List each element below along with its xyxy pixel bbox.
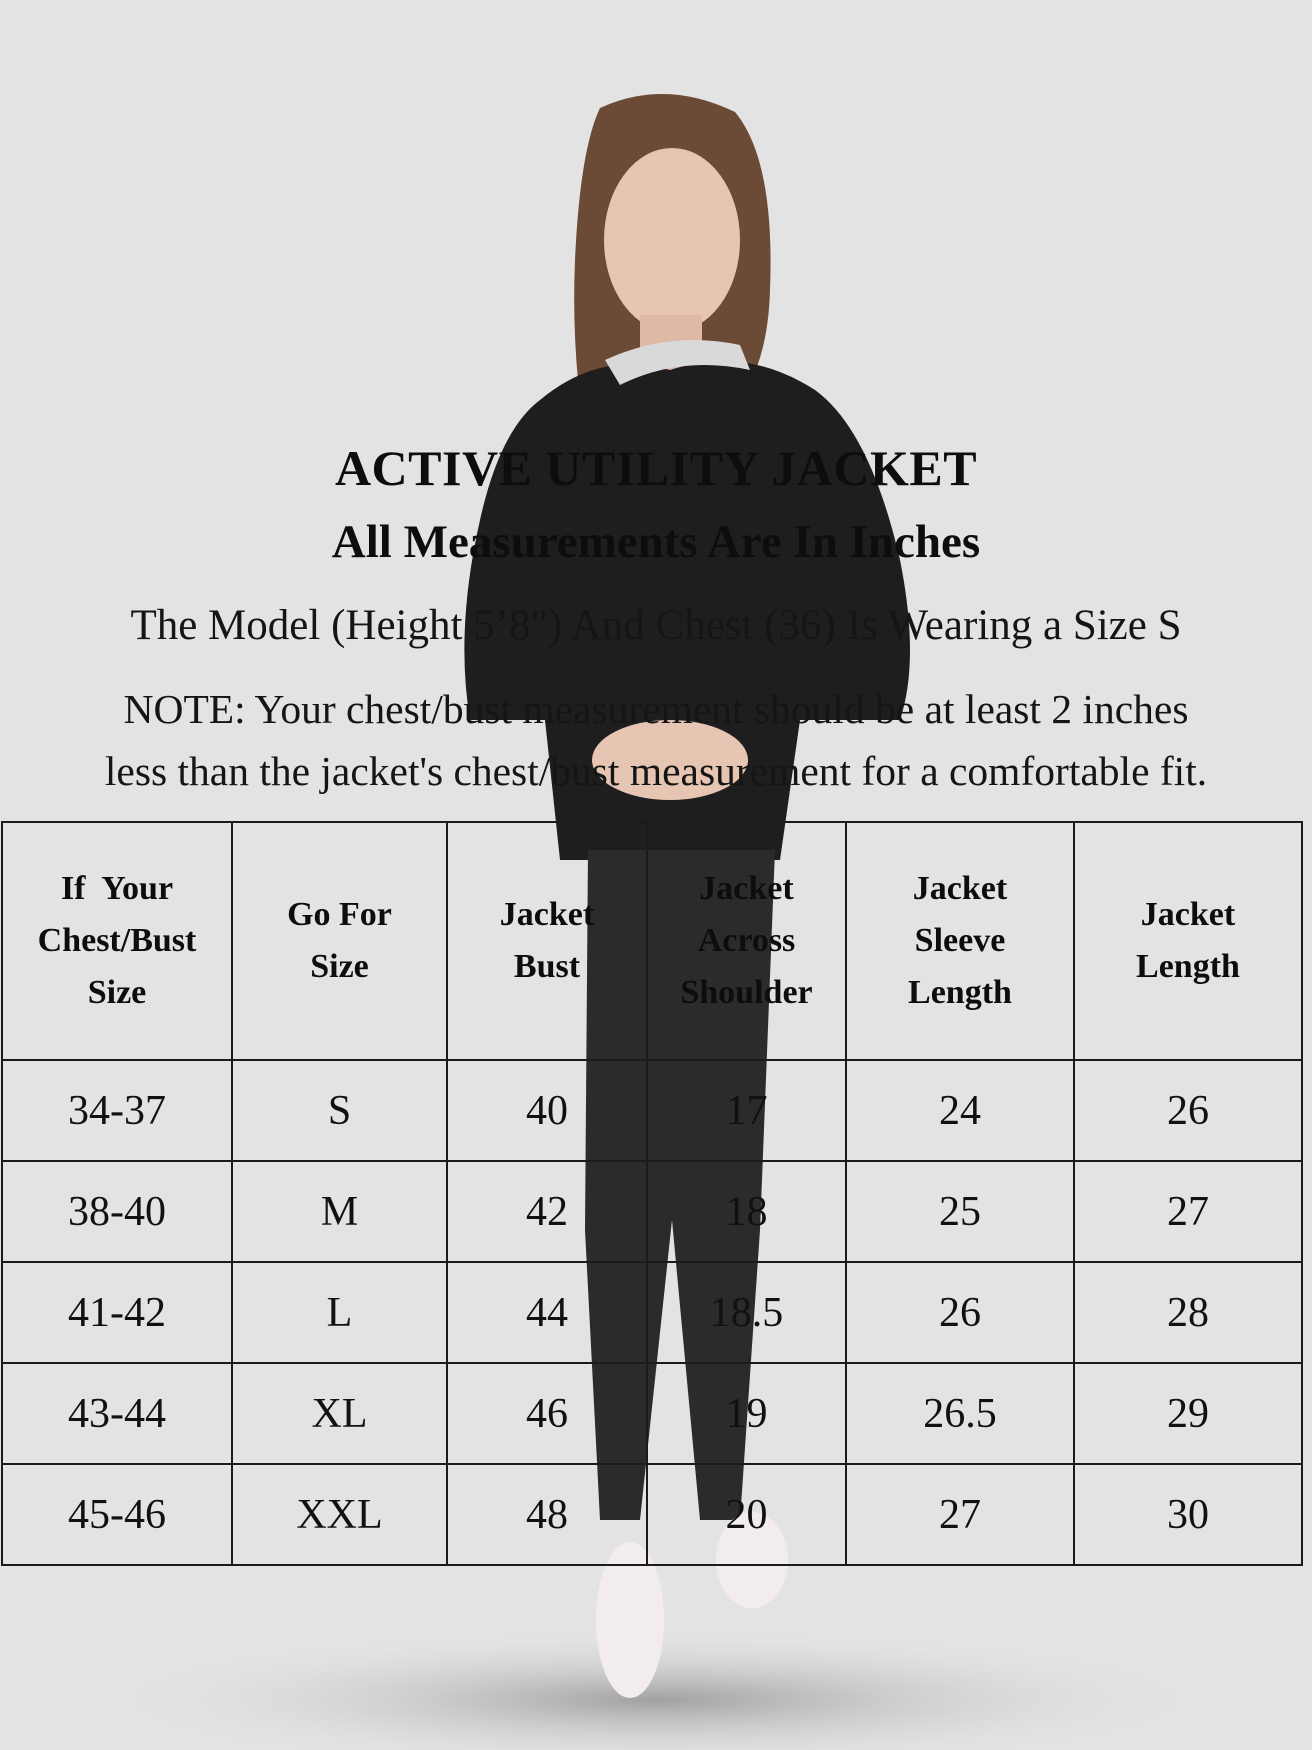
- table-cell: 28: [1074, 1262, 1302, 1363]
- table-cell: 38-40: [2, 1161, 232, 1262]
- column-header: [846, 822, 1074, 1060]
- table-cell: 19: [647, 1363, 846, 1464]
- table-cell: L: [232, 1262, 447, 1363]
- table-cell: 40: [447, 1060, 647, 1161]
- page-subtitle: All Measurements Are In Inches: [331, 516, 981, 568]
- column-header-line: Jacket: [912, 870, 1008, 907]
- column-header: [447, 822, 647, 1060]
- table-row: [2, 1262, 1302, 1363]
- column-header-line: Jacket: [499, 896, 595, 933]
- column-header-line: Jacket: [699, 870, 794, 907]
- table-header-row: [2, 822, 1302, 1060]
- table-cell: S: [232, 1060, 447, 1161]
- table-cell: 29: [1074, 1363, 1302, 1464]
- column-header-line: Chest/Bust: [37, 922, 197, 959]
- column-header: [1074, 822, 1302, 1060]
- column-header-line: Sleeve: [914, 922, 1006, 959]
- table-cell: 42: [447, 1161, 647, 1262]
- table-cell: 27: [846, 1464, 1074, 1565]
- table-row: [2, 1464, 1302, 1565]
- table-cell: XL: [232, 1363, 447, 1464]
- table-row: [2, 1161, 1302, 1262]
- column-header-line: Length: [908, 974, 1012, 1011]
- table-cell: 26.5: [846, 1363, 1074, 1464]
- column-header-line: Across: [697, 922, 796, 959]
- column-header-line: Size: [87, 974, 147, 1011]
- table-cell: 41-42: [2, 1262, 232, 1363]
- table-body: [2, 1060, 1302, 1565]
- table-cell: 18: [647, 1161, 846, 1262]
- table-cell: 26: [846, 1262, 1074, 1363]
- table-cell: 43-44: [2, 1363, 232, 1464]
- fit-note-line-1: NOTE: Your chest/bust measurement should be at least 2 inches: [123, 686, 1189, 732]
- table-cell: 26: [1074, 1060, 1302, 1161]
- table-cell: M: [232, 1161, 447, 1262]
- fit-note: [0, 678, 1312, 802]
- table-cell: 25: [846, 1161, 1074, 1262]
- column-header: [232, 822, 447, 1060]
- fit-note-line-2: less than the jacket's chest/bust measurement for a comfortable fit.: [104, 748, 1208, 794]
- table-cell: 20: [647, 1464, 846, 1565]
- table-cell: 30: [1074, 1464, 1302, 1565]
- column-header-line: Bust: [513, 948, 581, 985]
- page-title: ACTIVE UTILITY JACKET: [334, 440, 978, 496]
- column-header: [647, 822, 846, 1060]
- table-cell: 44: [447, 1262, 647, 1363]
- column-header: [2, 822, 232, 1060]
- column-header-line: Size: [310, 948, 369, 985]
- table-cell: 27: [1074, 1161, 1302, 1262]
- size-table: [1, 821, 1303, 1566]
- model-info-text: The Model (Height 5’8") And Chest (36) Is Wearing a Size S: [130, 602, 1182, 649]
- column-header-line: If Your: [60, 870, 174, 907]
- column-header-line: Length: [1136, 948, 1240, 985]
- table-row: [2, 1363, 1302, 1464]
- table-cell: 46: [447, 1363, 647, 1464]
- table-cell: 45-46: [2, 1464, 232, 1565]
- table-cell: 48: [447, 1464, 647, 1565]
- table-cell: 18.5: [647, 1262, 846, 1363]
- table-cell: XXL: [232, 1464, 447, 1565]
- table-row: [2, 1060, 1302, 1161]
- table-cell: 17: [647, 1060, 846, 1161]
- table-cell: 24: [846, 1060, 1074, 1161]
- column-header-line: Go For: [287, 896, 392, 933]
- table-cell: 34-37: [2, 1060, 232, 1161]
- column-header-line: Shoulder: [680, 974, 813, 1011]
- column-header-line: Jacket: [1140, 896, 1236, 933]
